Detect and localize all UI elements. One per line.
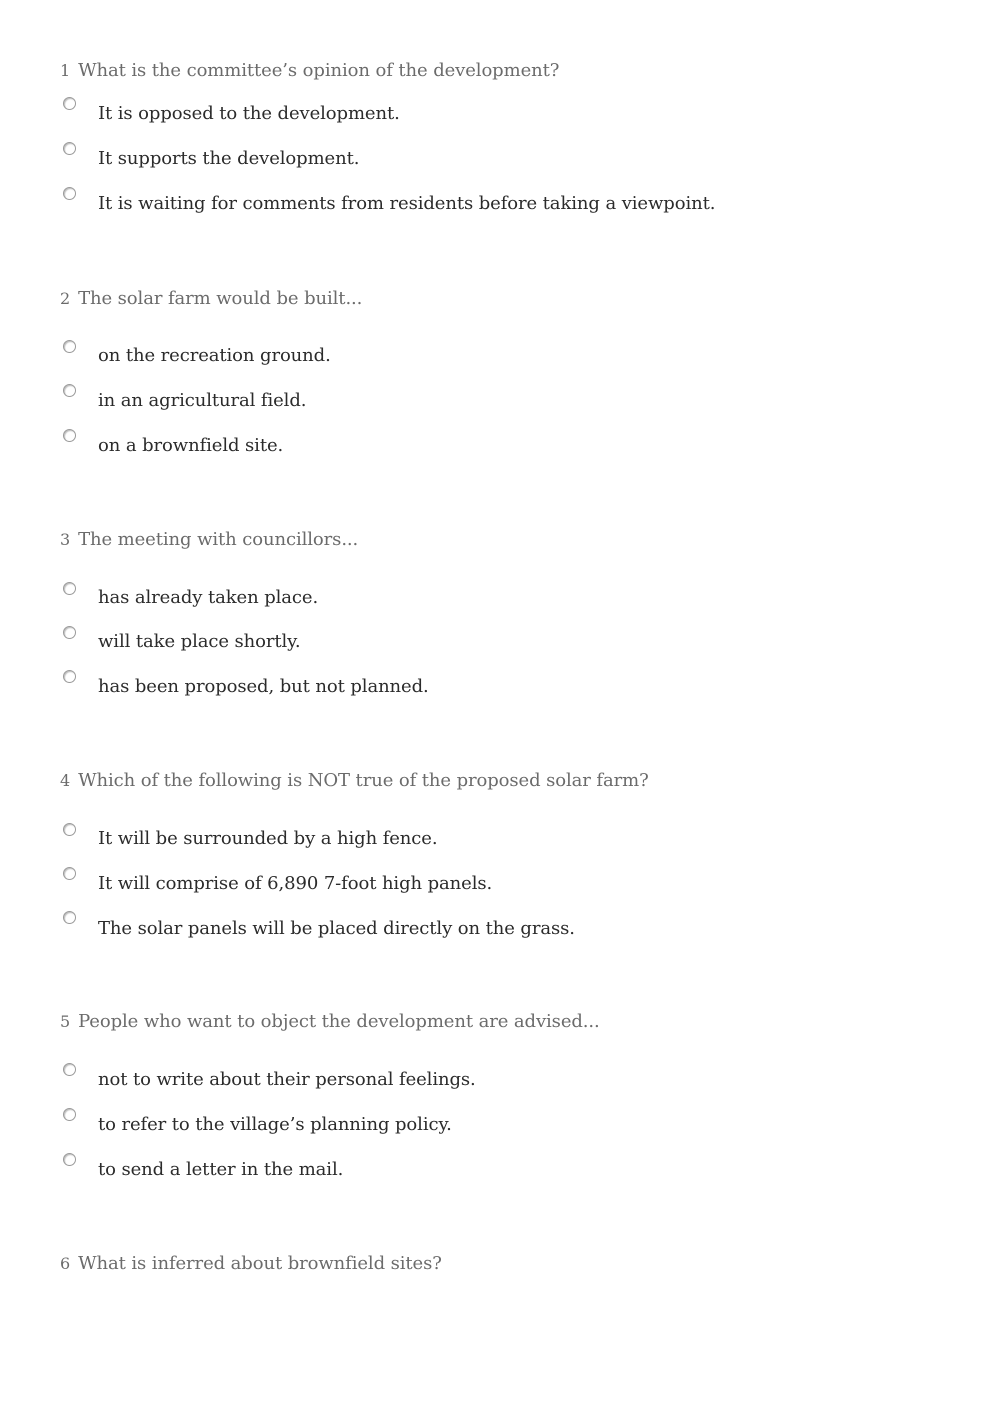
radio-button[interactable] [63,1153,76,1166]
question-title [60,770,649,791]
radio-button[interactable] [63,429,76,442]
question-title [60,1011,600,1032]
question-number: 3 [60,530,71,549]
answer-option[interactable] [60,142,860,172]
answer-option[interactable] [60,340,860,370]
question-title [60,60,559,81]
question-text: The solar farm would be built... [78,288,363,309]
answer-option[interactable] [60,867,860,897]
answer-option[interactable] [60,823,860,853]
answer-option[interactable] [60,384,860,414]
radio-button[interactable] [63,670,76,683]
radio-button[interactable] [63,911,76,924]
radio-button[interactable] [63,384,76,397]
question-number: 6 [60,1254,71,1273]
answer-label: has been proposed, but not planned. [98,676,429,697]
answer-label: will take place shortly. [98,631,301,652]
question-number: 5 [60,1012,71,1031]
radio-button[interactable] [63,1108,76,1121]
answer-option[interactable] [60,1153,860,1183]
radio-button[interactable] [63,626,76,639]
radio-button[interactable] [63,142,76,155]
question-text: The meeting with councillors... [78,529,359,550]
answer-option[interactable] [60,187,860,217]
radio-button[interactable] [63,340,76,353]
answer-label: The solar panels will be placed directly on the grass. [98,918,575,939]
question-title [60,529,358,550]
answer-option[interactable] [60,626,860,656]
question-title [60,288,362,309]
answer-label: not to write about their personal feelings. [98,1069,476,1090]
answer-option[interactable] [60,670,860,700]
answer-label: in an agricultural field. [98,390,307,411]
answer-option[interactable] [60,911,860,941]
question-text: Which of the following is NOT true of the proposed solar farm? [78,770,649,791]
answer-label: on the recreation ground. [98,345,331,366]
answer-label: It supports the development. [98,148,360,169]
question-text: People who want to object the development are advised... [78,1011,600,1032]
answer-label: to refer to the village’s planning policy. [98,1114,452,1135]
question-text: What is inferred about brownfield sites? [78,1253,442,1274]
question-number: 1 [60,61,71,80]
answer-option[interactable] [60,1063,860,1093]
answer-label: It is opposed to the development. [98,103,400,124]
radio-button[interactable] [63,823,76,836]
question-text: What is the committee’s opinion of the development? [78,60,560,81]
radio-button[interactable] [63,867,76,880]
radio-button[interactable] [63,187,76,200]
answer-label: on a brownfield site. [98,435,284,456]
answer-option[interactable] [60,97,860,127]
answer-label: to send a letter in the mail. [98,1159,344,1180]
answer-label: It will be surrounded by a high fence. [98,828,438,849]
answer-option[interactable] [60,1108,860,1138]
answer-label: It is waiting for comments from residents before taking a viewpoint. [98,193,716,214]
radio-button[interactable] [63,1063,76,1076]
question-number: 2 [60,289,71,308]
question-title [60,1253,442,1274]
answer-label: It will comprise of 6,890 7-foot high panels. [98,873,493,894]
answer-option[interactable] [60,429,860,459]
radio-button[interactable] [63,582,76,595]
answer-option[interactable] [60,582,860,612]
question-number: 4 [60,771,71,790]
answer-label: has already taken place. [98,587,319,608]
radio-button[interactable] [63,97,76,110]
